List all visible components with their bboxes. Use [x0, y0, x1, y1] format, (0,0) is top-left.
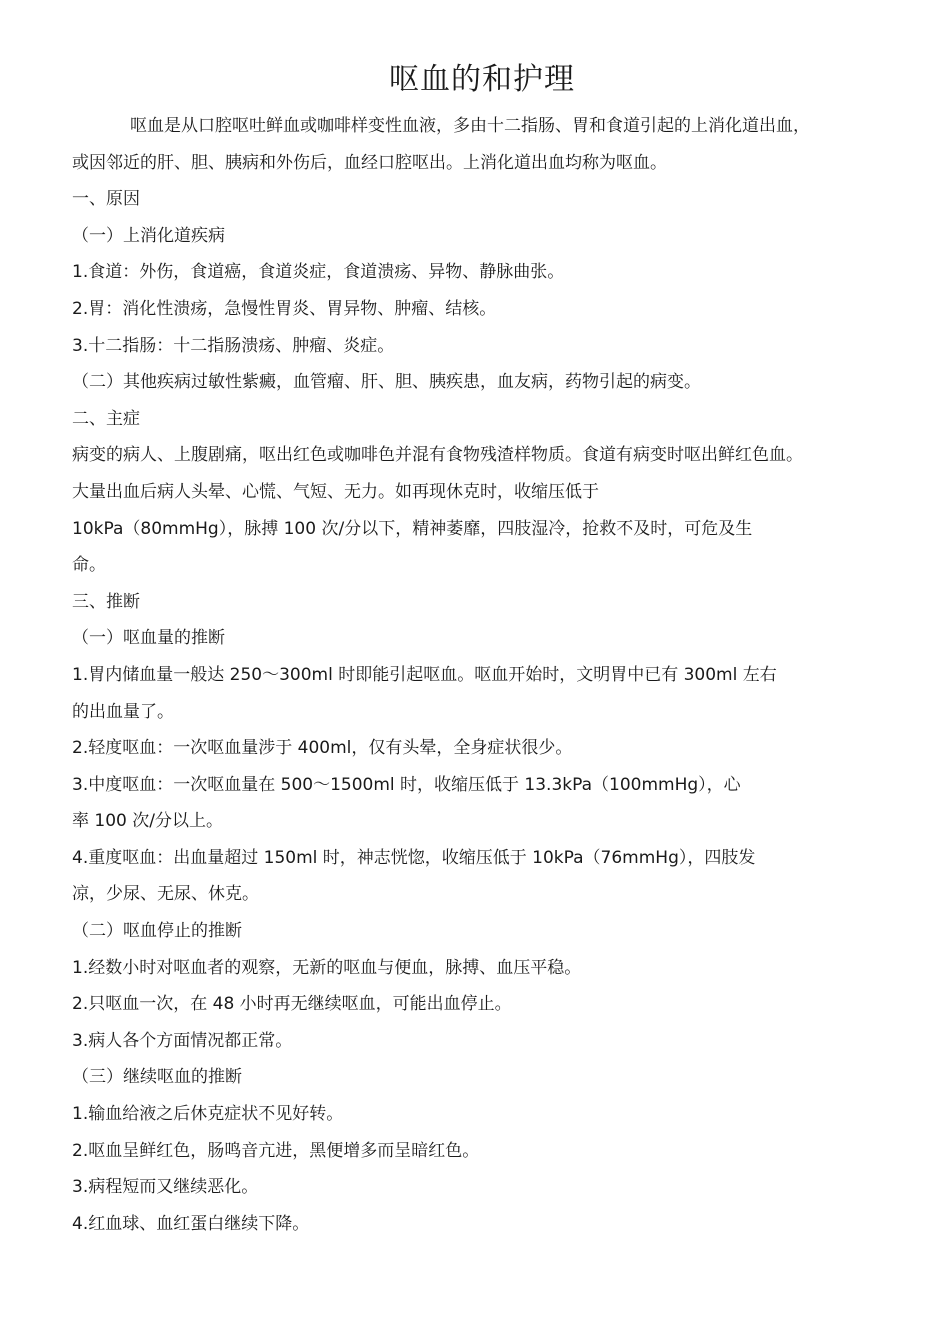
document-title: 呕血的和护理 — [389, 62, 575, 97]
list-item: 3.中度呕血：一次呕血量在 500～1500ml 时，收缩压低于 13.3kPa（100mmHg），心 — [72, 774, 741, 795]
intro-line-2: 或因邻近的肝、胆、胰病和外伤后，血经口腔呕出。上消化道出血均称为呕血。 — [72, 152, 667, 173]
paragraph-line: 病变的病人、上腹剧痛，呕出红色或咖啡色并混有食物残渣样物质。食道有病变时呕出鲜红色血。 — [72, 445, 803, 466]
document-body — [72, 108, 892, 1242]
list-item: 2.只呕血一次，在 48 小时再无继续呕血，可能出血停止。 — [72, 994, 512, 1015]
intro-line-1: 呕血是从口腔呕吐鲜血或咖啡样变性血液，多由十二指肠、胃和食道引起的上消化道出血， — [130, 116, 810, 136]
list-item: 3.十二指肠：十二指肠溃疡、肿瘤、炎症。 — [72, 335, 395, 356]
subsection-heading: （二）其他疾病过敏性紫癜，血管瘤、肝、胆、胰疾患，血友病，药物引起的病变。 — [72, 372, 701, 393]
paragraph-line: 命。 — [72, 555, 106, 576]
subsection-heading: （一）上消化道疾病 — [72, 225, 225, 246]
list-item: 4.重度呕血：出血量超过 150ml 时，神志恍惚，收缩压低于 10kPa（76mmHg），四肢发 — [72, 847, 756, 868]
list-item: 3.病程短而又继续恶化。 — [72, 1177, 259, 1198]
paragraph-line: 10kPa（80mmHg），脉搏 100 次/分以下，精神萎靡，四肢湿冷，抢救不及时，可危及生 — [72, 518, 753, 539]
list-item: 2.轻度呕血：一次呕血量涉于 400ml，仅有头晕，全身症状很少。 — [72, 738, 573, 759]
list-item: 4.红血球、血红蛋白继续下降。 — [72, 1213, 310, 1234]
list-item-continuation: 率 100 次/分以上。 — [72, 811, 223, 832]
subsection-heading: （三）继续呕血的推断 — [72, 1067, 242, 1088]
list-item: 1.食道：外伤，食道癌，食道炎症，食道溃疡、异物、静脉曲张。 — [72, 262, 565, 283]
list-item: 1.胃内储血量一般达 250～300ml 时即能引起呕血。呕血开始时，文明胃中已有 300ml 左右 — [72, 664, 777, 685]
subsection-heading: （一）呕血量的推断 — [72, 628, 225, 649]
list-item-continuation: 凉，少尿、无尿、休克。 — [72, 884, 259, 905]
subsection-heading: （二）呕血停止的推断 — [72, 921, 242, 942]
paragraph-line: 大量出血后病人头晕、心慌、气短、无力。如再现休克时，收缩压低于 — [72, 481, 599, 502]
section-heading-diagnosis: 三、推断 — [72, 591, 140, 612]
list-item: 2.呕血呈鲜红色，肠鸣音亢进，黑便增多而呈暗红色。 — [72, 1140, 480, 1161]
section-heading-symptoms: 二、主症 — [72, 408, 140, 429]
list-item: 1.输血给液之后休克症状不见好转。 — [72, 1104, 344, 1125]
list-item: 1.经数小时对呕血者的观察，无新的呕血与便血，脉搏、血压平稳。 — [72, 957, 582, 978]
list-item-continuation: 的出血量了。 — [72, 701, 174, 722]
section-heading-causes: 一、原因 — [72, 189, 140, 210]
list-item: 2.胃：消化性溃疡，急慢性胃炎、胃异物、肿瘤、结核。 — [72, 298, 497, 319]
list-item: 3.病人各个方面情况都正常。 — [72, 1030, 293, 1051]
